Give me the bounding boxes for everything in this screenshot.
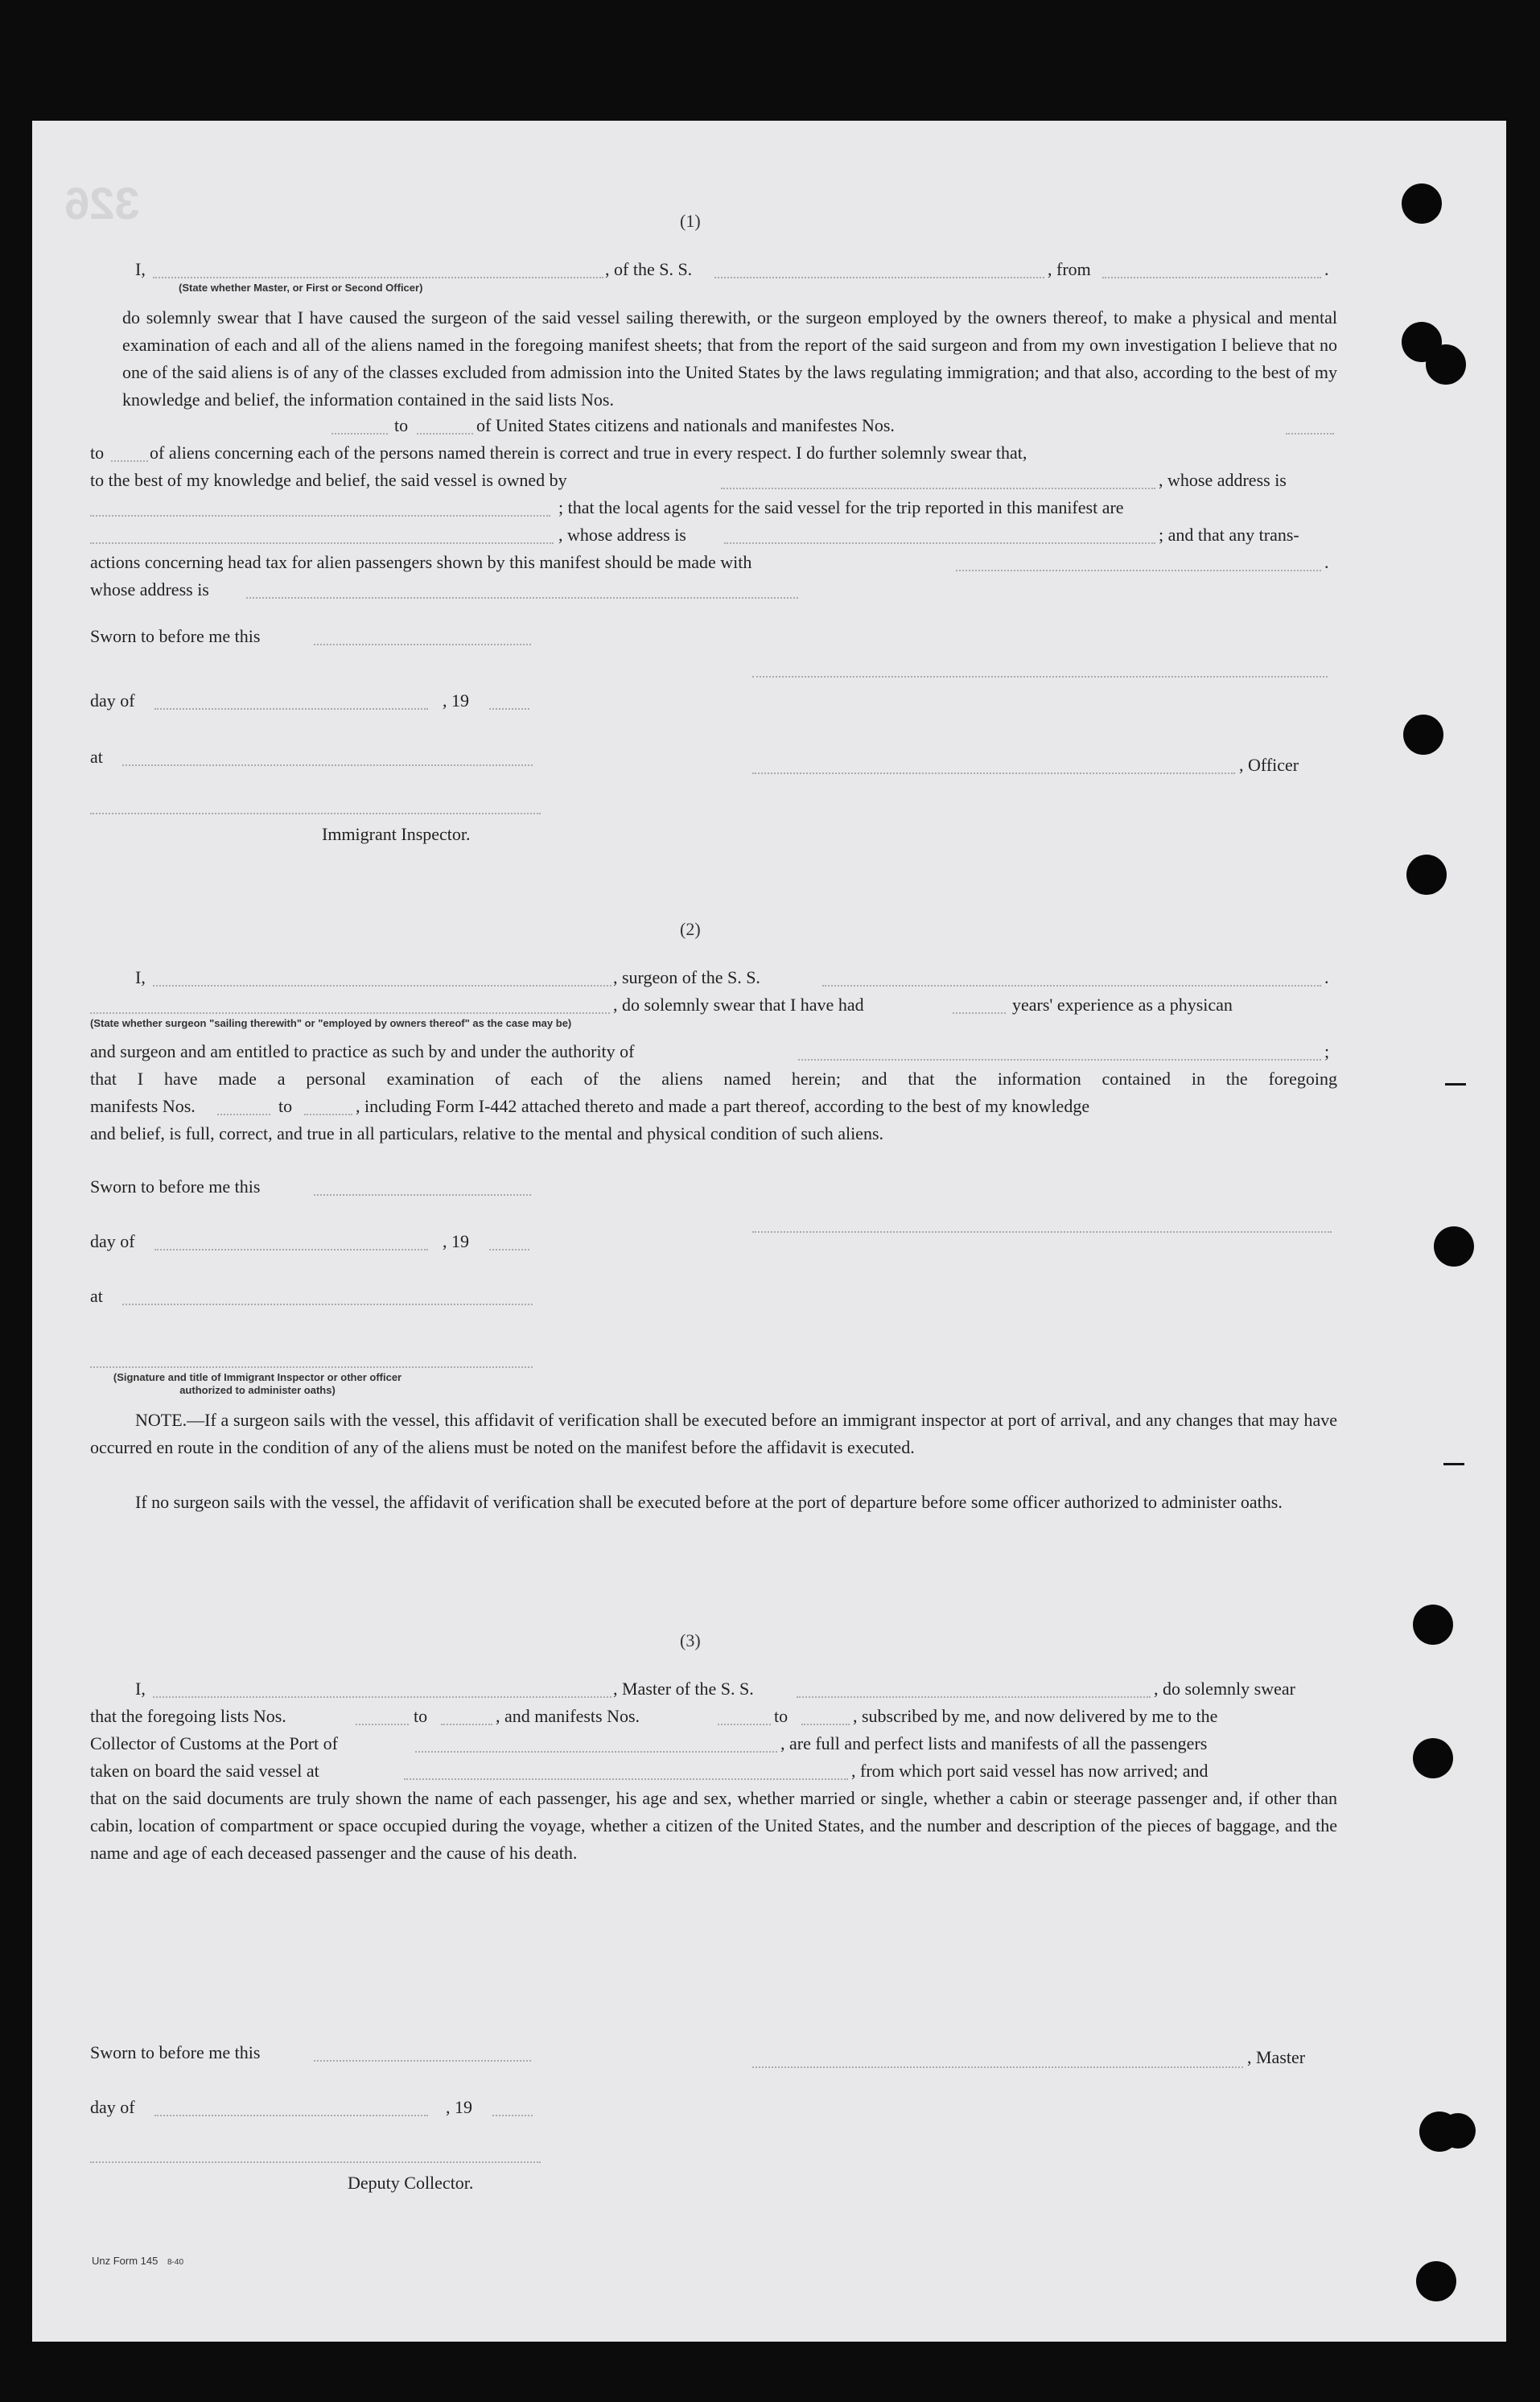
- s2-period: .: [1324, 967, 1329, 987]
- s3-collector-port: Collector of Customs at the Port of: [90, 1733, 338, 1753]
- s1-inspector-line: [90, 813, 541, 814]
- s1-owner-address-line: [90, 515, 550, 517]
- s1-aliens-text: of aliens concerning each of the persons named therein is correct and true in every respect. I do further solemnly swear that,: [150, 443, 1027, 463]
- s1-vessel-line: [714, 277, 1044, 278]
- s1-name-line: [153, 277, 603, 278]
- s3-full-lists: , are full and perfect lists and manifests of all the passengers: [780, 1733, 1208, 1753]
- s1-whose-address: whose address is: [90, 579, 209, 599]
- binder-hole: [1440, 2113, 1476, 2149]
- s2-name-line: [153, 985, 611, 987]
- s1-period: .: [1324, 259, 1329, 279]
- s2-sworn: Sworn to before me this: [90, 1176, 261, 1197]
- s2-examination: that I have made a personal examination of each of the aliens named herein; and that the information contained in the foregoing: [90, 1069, 1337, 1089]
- s3-vessel-line: [797, 1696, 1151, 1698]
- s1-citizens: of United States citizens and nationals and manifestes Nos.: [476, 415, 895, 435]
- s2-signature-line: [752, 1231, 1332, 1233]
- s3-lists: that the foregoing lists Nos.: [90, 1706, 286, 1726]
- s2-day-line: [154, 1249, 428, 1250]
- s1-caption: (State whether Master, or First or Second Officer): [179, 282, 423, 294]
- s3-name-line: [153, 1696, 611, 1698]
- s2-vessel-line: [822, 985, 1321, 987]
- s1-19: , 19: [443, 690, 469, 711]
- s3-collector: Deputy Collector.: [348, 2173, 474, 2193]
- s1-head-tax-address-line: [246, 597, 798, 599]
- s3-master-of: , Master of the S. S.: [613, 1679, 754, 1699]
- s2-years-line: [953, 1012, 1006, 1014]
- binder-hole: [1402, 183, 1442, 224]
- s3-19: , 19: [446, 2097, 472, 2117]
- s1-head-tax-line: [956, 570, 1321, 571]
- binder-hole: [1403, 715, 1443, 755]
- s2-year-line: [489, 1249, 529, 1250]
- binder-hole: [1426, 344, 1466, 385]
- s1-owned-by: to the best of my knowledge and belief, the said vessel is owned by: [90, 470, 567, 490]
- s3-master-line: [752, 2066, 1243, 2068]
- s1-lists-to-line: [417, 433, 473, 435]
- s1-lists-from-line: [331, 433, 388, 435]
- s2-at: at: [90, 1286, 103, 1306]
- s2-caption: (State whether surgeon "sailing therewith" or "employed by owners thereof" as the case may be): [90, 1017, 572, 1029]
- s3-lists-to-line: [441, 1724, 492, 1725]
- s3-sworn-line: [314, 2060, 531, 2062]
- s2-semicolon: ;: [1324, 1041, 1330, 1061]
- s2-authority: and surgeon and am entitled to practice as such by and under the authority of: [90, 1041, 635, 1061]
- s1-sworn: Sworn to before me this: [90, 626, 261, 646]
- s1-officer-line: [752, 773, 1235, 774]
- s3-to-b: to: [774, 1706, 789, 1726]
- s1-transactions: ; and that any trans-: [1159, 525, 1299, 545]
- s1-agent-address: , whose address is: [558, 525, 686, 545]
- s3-from-port: , from which port said vessel has now arrived; and: [851, 1761, 1209, 1781]
- s1-sworn-line: [314, 644, 531, 645]
- s1-agent-address-line: [724, 542, 1155, 544]
- s2-sworn-line: [314, 1194, 531, 1196]
- s3-manifests-from-line: [718, 1724, 771, 1725]
- s1-day: day of: [90, 690, 135, 711]
- s1-signature-line: [752, 676, 1328, 678]
- form-number: [92, 2255, 183, 2267]
- s2-at-line: [122, 1304, 533, 1305]
- note-p2: If no surgeon sails with the vessel, the affidavit of verification shall be executed before at the port of departure before some officer authorized to administer oaths.: [135, 1492, 1283, 1512]
- s3-departure-line: [404, 1778, 848, 1780]
- s2-form: , including Form I-442 attached thereto and made a part thereof, according to the best of my knowledge: [356, 1096, 1090, 1116]
- s3-master: , Master: [1247, 2047, 1306, 2067]
- s1-year-line: [489, 708, 529, 710]
- s3-taken-on: taken on board the said vessel at: [90, 1761, 319, 1781]
- form-sheet: [32, 121, 1506, 2342]
- form-code: 8-40: [167, 2258, 184, 2267]
- s1-day-line: [154, 708, 428, 710]
- edge-mark: [1445, 1083, 1466, 1086]
- s3-body: that on the said documents are truly shown the name of each passenger, his age and sex, whether married or single, whether a cabin or steerage passenger and, if other than cabin, location of compartment or space occupied during the voyage, whether a citizen of the United States, and the number and description of the pieces of baggage, and the name and age of each deceased passenger and the cause of his death.: [90, 1788, 1337, 1863]
- s1-manifests-to-line: [111, 460, 148, 462]
- s2-to: to: [278, 1096, 293, 1116]
- s1-of-ss: , of the S. S.: [605, 259, 693, 279]
- s2-authority-line: [798, 1059, 1321, 1061]
- s1-period-2: .: [1324, 552, 1329, 572]
- s1-agents: ; that the local agents for the said vessel for the trip reported in this manifest are: [558, 497, 1124, 517]
- binder-hole: [1413, 1605, 1453, 1645]
- s3-day-line: [154, 2115, 428, 2116]
- s2-swear: , do solemnly swear that I have had: [613, 995, 864, 1015]
- s3-swear: , do solemnly swear: [1154, 1679, 1295, 1699]
- s1-i: I,: [135, 259, 146, 279]
- s3-manifests: , and manifests Nos.: [496, 1706, 640, 1726]
- s3-subscribed: , subscribed by me, and now delivered by me to the: [853, 1706, 1218, 1726]
- s2-day: day of: [90, 1231, 135, 1251]
- binder-hole: [1434, 1226, 1474, 1267]
- s3-manifests-to-line: [801, 1724, 850, 1725]
- s3-port-line: [415, 1751, 777, 1753]
- s1-owner-address: , whose address is: [1159, 470, 1287, 490]
- edge-mark: [1443, 1463, 1464, 1465]
- section-2-number: (2): [680, 919, 701, 939]
- s1-manifests-line: [1286, 433, 1334, 435]
- s1-at-line: [122, 764, 533, 766]
- section-3-number: (3): [680, 1630, 701, 1650]
- s2-manifests-to-line: [304, 1114, 352, 1115]
- s1-inspector: Immigrant Inspector.: [322, 824, 471, 844]
- s2-sig-caption: (Signature and title of Immigrant Inspector or other officer authorized to administer oaths): [113, 1371, 402, 1396]
- binder-hole: [1406, 855, 1447, 895]
- s2-status-line: [90, 1012, 610, 1014]
- s1-from-line: [1102, 277, 1321, 278]
- s2-manifests-from-line: [217, 1114, 270, 1115]
- s1-to-b: to: [90, 443, 105, 463]
- s3-day: day of: [90, 2097, 135, 2117]
- s3-collector-line: [90, 2161, 541, 2163]
- bleed-through-stamp: 326: [64, 178, 140, 229]
- s2-officer-line: [90, 1366, 533, 1368]
- s3-year-line: [492, 2115, 533, 2116]
- binder-hole: [1413, 1738, 1453, 1778]
- s1-officer: , Officer: [1239, 755, 1299, 775]
- s2-i: I,: [135, 967, 146, 987]
- section-1-number: (1): [680, 211, 701, 231]
- s1-body: do solemnly swear that I have caused the surgeon of the said vessel sailing therewith, or the surgeon employed by the owners thereof, to make a physical and mental examination of each and all of the aliens named in the foregoing manifest sheets; that from the report of the said surgeon and from my own investigation I believe that no one of the said aliens is of any of the classes excluded from admission into the United States by the laws regulating immigration; and that also, according to the best of my knowledge and belief, the information contained in the said lists Nos.: [122, 307, 1337, 410]
- s2-belief: and belief, is full, correct, and true in all particulars, relative to the mental and physical condition of such aliens.: [90, 1123, 884, 1143]
- s3-sworn: Sworn to before me this: [90, 2042, 261, 2062]
- s2-19: , 19: [443, 1231, 469, 1251]
- form-name: Unz Form 145: [92, 2255, 159, 2267]
- s3-lists-from-line: [356, 1724, 409, 1725]
- s3-to-a: to: [414, 1706, 428, 1726]
- s1-to-a: to: [394, 415, 409, 435]
- s2-surgeon-of: , surgeon of the S. S.: [613, 967, 760, 987]
- binder-hole: [1416, 2261, 1456, 2301]
- s1-owner-line: [721, 488, 1155, 489]
- s2-manifests: manifests Nos.: [90, 1096, 196, 1116]
- s1-agents-line: [90, 542, 554, 544]
- s2-years: years' experience as a physican: [1012, 995, 1233, 1015]
- s1-from: , from: [1048, 259, 1091, 279]
- s1-head-tax: actions concerning head tax for alien passengers shown by this manifest should be made with: [90, 552, 752, 572]
- s3-i: I,: [135, 1679, 146, 1699]
- s1-at: at: [90, 747, 103, 767]
- note-p1: NOTE.—If a surgeon sails with the vessel, this affidavit of verification shall be executed before an immigrant inspector at port of arrival, and any changes that may have occurred en route in the condition of any of the aliens must be noted on the manifest before the affidavit is executed.: [90, 1410, 1337, 1457]
